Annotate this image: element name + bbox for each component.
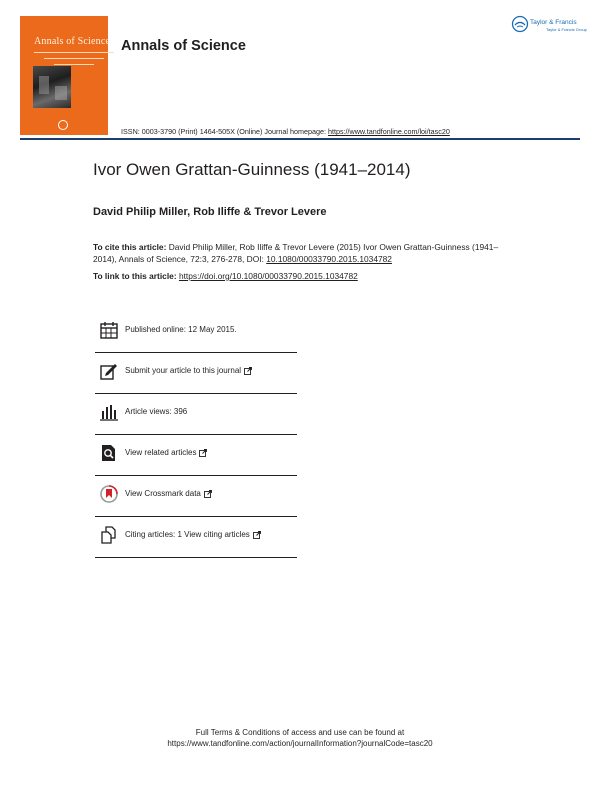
cite-text: David Philip Miller, Rob Iliffe & Trevor Levere (2015) Ivor Owen Grattan-Guinness (1941–2014), Annals of Science, 72:3, 276-278, DOI: xyxy=(93,242,499,264)
edit-icon xyxy=(99,361,119,381)
external-link-icon xyxy=(199,449,207,457)
external-link-icon xyxy=(204,490,212,498)
divider xyxy=(95,434,297,436)
issn-text: ISSN: 0003-3790 (Print) 1464-505X (Online) Journal homepage: xyxy=(121,127,328,136)
publisher-logo-text: Taylor & Francis xyxy=(530,19,577,26)
info-item-label: Citing articles: 1 View citing articles xyxy=(125,530,261,539)
footer-terms-link[interactable]: https://www.tandfonline.com/action/journalInformation?journalCode=tasc20 xyxy=(167,739,433,748)
bar-chart-icon xyxy=(99,402,119,422)
cover-photo xyxy=(33,66,71,108)
journal-homepage-link[interactable]: https://www.tandfonline.com/loi/tasc20 xyxy=(327,127,450,136)
divider xyxy=(95,393,297,395)
link-label: To link to this article: xyxy=(93,271,179,281)
crossmark-icon xyxy=(99,484,119,504)
info-item-crossmark[interactable] xyxy=(95,477,297,517)
info-item-views xyxy=(95,395,297,435)
cover-title: Annals of Science xyxy=(34,36,111,47)
issn-line xyxy=(121,127,450,136)
divider xyxy=(95,557,297,559)
info-item-label: Submit your article to this journal xyxy=(125,366,252,375)
cover-emblem-icon xyxy=(58,120,68,130)
related-search-icon xyxy=(99,443,119,463)
cover-rule xyxy=(44,58,104,59)
info-item-label: View Crossmark data xyxy=(125,489,212,498)
article-doi-link[interactable]: https://doi.org/10.1080/00033790.2015.1034782 xyxy=(178,271,358,281)
journal-cover xyxy=(20,16,111,135)
divider xyxy=(95,475,297,477)
cite-doi-link[interactable]: 10.1080/00033790.2015.1034782 xyxy=(266,254,392,264)
cite-label: To cite this article: xyxy=(93,242,167,252)
cover-rule xyxy=(34,52,114,53)
info-item-citing[interactable] xyxy=(95,518,297,558)
citing-articles-icon xyxy=(99,525,119,545)
calendar-icon xyxy=(99,320,119,340)
info-item-published xyxy=(95,313,297,353)
info-item-label: Article views: 396 xyxy=(125,407,188,416)
article-title: Ivor Owen Grattan-Guinness (1941–2014) xyxy=(93,160,411,179)
article-authors: David Philip Miller, Rob Iliffe & Trevor Levere xyxy=(93,206,327,218)
article-link-line xyxy=(93,271,358,281)
citation-block xyxy=(93,241,513,265)
journal-name: Annals of Science xyxy=(121,38,246,54)
divider xyxy=(95,352,297,354)
info-item-submit[interactable] xyxy=(95,354,297,394)
info-item-label: Published online: 12 May 2015. xyxy=(125,325,237,334)
publisher-logo-subtext: Taylor & Francis Group xyxy=(546,27,587,32)
info-item-related[interactable] xyxy=(95,436,297,476)
footer xyxy=(0,727,600,749)
publisher-logo-icon xyxy=(511,15,529,33)
header-rule xyxy=(20,138,580,140)
footer-terms-text: Full Terms & Conditions of access and use can be found at xyxy=(195,728,405,737)
cover-rule xyxy=(54,64,94,65)
divider xyxy=(95,516,297,518)
info-item-label: View related articles xyxy=(125,448,207,457)
external-link-icon xyxy=(253,531,261,539)
external-link-icon xyxy=(244,367,252,375)
